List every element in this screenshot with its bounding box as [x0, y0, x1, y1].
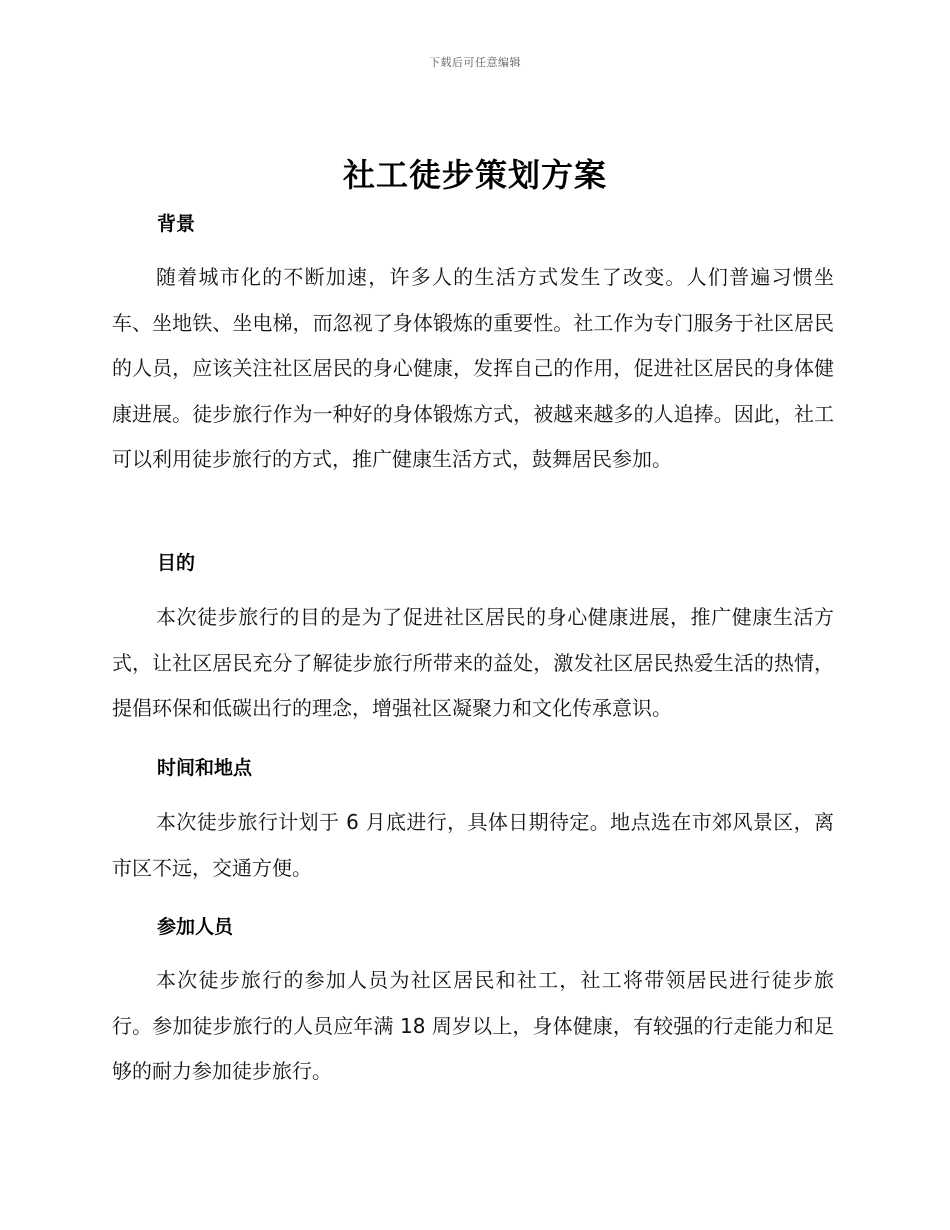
- header-note: 下载后可任意编辑: [429, 56, 521, 69]
- section-heading-background: 背景: [157, 213, 196, 235]
- document-title: 社工徒步策划方案: [342, 156, 607, 194]
- section-body-purpose: 本次徒步旅行的目的是为了促进社区居民的身心健康进展，推广健康生活方式，让社区居民充分了解徒步旅行所带来的益处，激发社区居民热爱生活的热情，提倡环保和低碳出行的理念，增强社区凝聚力和文化传承意识。: [112, 605, 834, 720]
- section-body-time-place: 本次徒步旅行计划于 6 月底进行，具体日期待定。地点选在市郊风景区，离市区不远，交通方便。: [112, 810, 834, 880]
- section-body-participants: 本次徒步旅行的参加人员为社区居民和社工，社工将带领居民进行徒步旅行。参加徒步旅行的人员应年满 18 周岁以上，身体健康，有较强的行走能力和足够的耐力参加徒步旅行。: [112, 968, 834, 1083]
- section-heading-participants: 参加人员: [157, 916, 234, 938]
- section-heading-purpose: 目的: [157, 552, 196, 574]
- section-heading-time-place: 时间和地点: [157, 757, 253, 779]
- section-body-background: 随着城市化的不断加速，许多人的生活方式发生了改变。人们普遍习惯坐车、坐地铁、坐电梯，而忽视了身体锻炼的重要性。社工作为专门服务于社区居民的人员，应该关注社区居民的身心健康，发挥自己的作用，促进社区居民的身体健康进展。徒步旅行作为一种好的身体锻炼方式，被越来越多的人追捧。因此，社工可以利用徒步旅行的方式，推广健康生活方式，鼓舞居民参加。: [112, 265, 834, 471]
